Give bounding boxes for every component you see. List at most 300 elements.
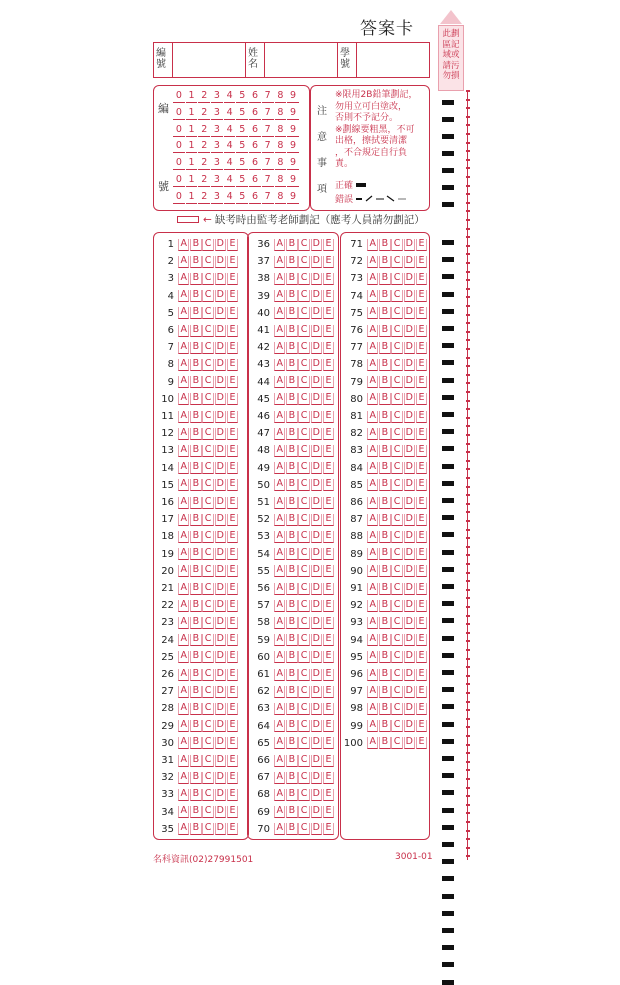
answer-bubble[interactable]: A — [367, 531, 378, 543]
answer-bubble[interactable]: E — [323, 445, 334, 457]
answer-bubble[interactable]: C — [202, 617, 213, 629]
answer-bubble[interactable]: C — [298, 531, 309, 543]
answer-bubble[interactable]: A — [274, 359, 285, 371]
answer-bubble[interactable]: D — [404, 565, 415, 577]
answer-bubble[interactable]: A — [178, 600, 189, 612]
answer-bubble[interactable]: D — [215, 703, 226, 715]
answer-bubble[interactable]: B — [286, 479, 297, 491]
student-id-field[interactable] — [357, 43, 429, 77]
id-digit-bubble[interactable]: 1 — [186, 191, 198, 204]
answer-bubble[interactable]: D — [311, 411, 322, 423]
answer-bubble[interactable]: E — [323, 600, 334, 612]
answer-bubble[interactable]: C — [391, 411, 402, 423]
answer-bubble[interactable]: C — [202, 256, 213, 268]
answer-bubble[interactable]: D — [404, 686, 415, 698]
answer-bubble[interactable]: C — [202, 462, 213, 474]
answer-bubble[interactable]: E — [227, 497, 238, 509]
answer-bubble[interactable]: C — [298, 806, 309, 818]
answer-bubble[interactable]: D — [311, 720, 322, 732]
id-digit-bubble[interactable]: 4 — [224, 174, 236, 187]
answer-bubble[interactable]: C — [202, 497, 213, 509]
answer-bubble[interactable]: A — [178, 445, 189, 457]
answer-bubble[interactable]: E — [323, 755, 334, 767]
answer-bubble[interactable]: C — [202, 669, 213, 681]
answer-bubble[interactable]: E — [416, 548, 427, 560]
answer-bubble[interactable]: E — [416, 376, 427, 388]
answer-bubble[interactable]: A — [274, 428, 285, 440]
answer-bubble[interactable]: E — [323, 617, 334, 629]
answer-bubble[interactable]: B — [286, 497, 297, 509]
answer-bubble[interactable]: B — [379, 411, 390, 423]
id-digit-bubble[interactable]: 6 — [249, 157, 261, 170]
answer-bubble[interactable]: E — [227, 634, 238, 646]
answer-bubble[interactable]: C — [391, 428, 402, 440]
answer-bubble[interactable]: B — [286, 256, 297, 268]
answer-bubble[interactable]: E — [227, 393, 238, 405]
answer-bubble[interactable]: B — [190, 239, 201, 251]
answer-bubble[interactable]: A — [274, 376, 285, 388]
answer-bubble[interactable]: D — [215, 514, 226, 526]
answer-bubble[interactable]: E — [227, 600, 238, 612]
answer-bubble[interactable]: B — [190, 514, 201, 526]
answer-bubble[interactable]: D — [404, 583, 415, 595]
answer-bubble[interactable]: B — [190, 703, 201, 715]
answer-bubble[interactable]: C — [391, 342, 402, 354]
answer-bubble[interactable]: A — [367, 737, 378, 749]
answer-bubble[interactable]: B — [190, 256, 201, 268]
answer-bubble[interactable]: C — [298, 290, 309, 302]
answer-bubble[interactable]: C — [298, 789, 309, 801]
id-digit-bubble[interactable]: 7 — [262, 157, 274, 170]
answer-bubble[interactable]: A — [367, 376, 378, 388]
answer-bubble[interactable]: D — [215, 411, 226, 423]
answer-bubble[interactable]: C — [202, 651, 213, 663]
answer-bubble[interactable]: D — [215, 376, 226, 388]
answer-bubble[interactable]: B — [190, 686, 201, 698]
answer-bubble[interactable]: B — [286, 445, 297, 457]
answer-bubble[interactable]: B — [190, 823, 201, 835]
id-digit-bubble[interactable]: 9 — [287, 191, 299, 204]
answer-bubble[interactable]: D — [215, 290, 226, 302]
answer-bubble[interactable]: C — [298, 479, 309, 491]
answer-bubble[interactable]: D — [311, 325, 322, 337]
answer-bubble[interactable]: C — [202, 720, 213, 732]
answer-bubble[interactable]: D — [311, 479, 322, 491]
answer-bubble[interactable]: D — [215, 256, 226, 268]
answer-bubble[interactable]: D — [215, 565, 226, 577]
id-digit-bubble[interactable]: 5 — [236, 174, 248, 187]
answer-bubble[interactable]: A — [274, 531, 285, 543]
answer-bubble[interactable]: C — [202, 686, 213, 698]
id-digit-bubble[interactable]: 3 — [211, 124, 223, 137]
answer-bubble[interactable]: B — [379, 737, 390, 749]
answer-bubble[interactable]: C — [202, 789, 213, 801]
answer-bubble[interactable]: A — [274, 600, 285, 612]
answer-bubble[interactable]: E — [416, 411, 427, 423]
answer-bubble[interactable]: D — [404, 497, 415, 509]
answer-bubble[interactable]: C — [202, 290, 213, 302]
answer-bubble[interactable]: E — [227, 445, 238, 457]
answer-bubble[interactable]: D — [404, 393, 415, 405]
id-digit-bubble[interactable]: 9 — [287, 174, 299, 187]
answer-bubble[interactable]: D — [311, 617, 322, 629]
answer-bubble[interactable]: A — [274, 669, 285, 681]
answer-bubble[interactable]: A — [274, 273, 285, 285]
answer-bubble[interactable]: B — [379, 445, 390, 457]
answer-bubble[interactable]: C — [298, 376, 309, 388]
answer-bubble[interactable]: C — [202, 411, 213, 423]
answer-bubble[interactable]: E — [416, 359, 427, 371]
answer-bubble[interactable]: A — [367, 634, 378, 646]
answer-bubble[interactable]: D — [311, 342, 322, 354]
answer-bubble[interactable]: D — [311, 669, 322, 681]
answer-bubble[interactable]: B — [379, 686, 390, 698]
answer-bubble[interactable]: B — [379, 514, 390, 526]
answer-bubble[interactable]: E — [227, 411, 238, 423]
answer-bubble[interactable]: A — [367, 497, 378, 509]
answer-bubble[interactable]: B — [190, 772, 201, 784]
answer-bubble[interactable]: A — [178, 806, 189, 818]
answer-bubble[interactable]: A — [274, 565, 285, 577]
answer-bubble[interactable]: C — [298, 755, 309, 767]
answer-bubble[interactable]: A — [178, 239, 189, 251]
answer-bubble[interactable]: C — [391, 737, 402, 749]
answer-bubble[interactable]: C — [298, 548, 309, 560]
id-digit-bubble[interactable]: 9 — [287, 140, 299, 153]
answer-bubble[interactable]: E — [323, 772, 334, 784]
answer-bubble[interactable]: D — [404, 617, 415, 629]
answer-bubble[interactable]: D — [311, 239, 322, 251]
answer-bubble[interactable]: D — [404, 651, 415, 663]
answer-bubble[interactable]: B — [190, 755, 201, 767]
answer-bubble[interactable]: E — [323, 256, 334, 268]
answer-bubble[interactable]: C — [391, 273, 402, 285]
answer-bubble[interactable]: E — [416, 445, 427, 457]
answer-bubble[interactable]: B — [379, 583, 390, 595]
answer-bubble[interactable]: C — [391, 634, 402, 646]
answer-bubble[interactable]: A — [367, 273, 378, 285]
answer-bubble[interactable]: A — [178, 686, 189, 698]
answer-bubble[interactable]: D — [215, 273, 226, 285]
answer-bubble[interactable]: B — [379, 634, 390, 646]
answer-bubble[interactable]: A — [274, 686, 285, 698]
answer-bubble[interactable]: B — [190, 669, 201, 681]
answer-bubble[interactable]: E — [323, 651, 334, 663]
id-digit-bubble[interactable]: 0 — [173, 124, 185, 137]
answer-bubble[interactable]: E — [227, 755, 238, 767]
answer-bubble[interactable]: E — [323, 342, 334, 354]
answer-bubble[interactable]: D — [215, 479, 226, 491]
answer-bubble[interactable]: E — [323, 720, 334, 732]
id-digit-bubble[interactable]: 9 — [287, 107, 299, 120]
answer-bubble[interactable]: E — [416, 428, 427, 440]
answer-bubble[interactable]: E — [323, 565, 334, 577]
answer-bubble[interactable]: C — [202, 273, 213, 285]
answer-bubble[interactable]: D — [404, 445, 415, 457]
id-digit-bubble[interactable]: 3 — [211, 157, 223, 170]
answer-bubble[interactable]: D — [311, 428, 322, 440]
answer-bubble[interactable]: A — [178, 669, 189, 681]
answer-bubble[interactable]: E — [416, 634, 427, 646]
answer-bubble[interactable]: C — [202, 755, 213, 767]
answer-bubble[interactable]: D — [311, 290, 322, 302]
answer-bubble[interactable]: C — [298, 462, 309, 474]
answer-bubble[interactable]: C — [202, 479, 213, 491]
answer-bubble[interactable]: E — [227, 342, 238, 354]
answer-bubble[interactable]: C — [391, 359, 402, 371]
id-digit-bubble[interactable]: 7 — [262, 191, 274, 204]
id-digit-bubble[interactable]: 7 — [262, 140, 274, 153]
answer-bubble[interactable]: E — [416, 462, 427, 474]
answer-bubble[interactable]: E — [416, 686, 427, 698]
answer-bubble[interactable]: E — [227, 531, 238, 543]
answer-bubble[interactable]: E — [227, 514, 238, 526]
id-digit-bubble[interactable]: 3 — [211, 191, 223, 204]
answer-bubble[interactable]: B — [190, 290, 201, 302]
answer-bubble[interactable]: A — [274, 462, 285, 474]
answer-bubble[interactable]: E — [416, 669, 427, 681]
id-digit-bubble[interactable]: 7 — [262, 107, 274, 120]
answer-bubble[interactable]: E — [323, 239, 334, 251]
answer-bubble[interactable]: B — [190, 411, 201, 423]
id-digit-bubble[interactable]: 4 — [224, 124, 236, 137]
answer-bubble[interactable]: A — [274, 806, 285, 818]
answer-bubble[interactable]: A — [367, 600, 378, 612]
answer-bubble[interactable]: E — [416, 393, 427, 405]
answer-bubble[interactable]: A — [274, 307, 285, 319]
answer-bubble[interactable]: C — [202, 359, 213, 371]
answer-bubble[interactable]: B — [286, 359, 297, 371]
answer-bubble[interactable]: B — [286, 669, 297, 681]
answer-bubble[interactable]: C — [202, 239, 213, 251]
answer-bubble[interactable]: E — [323, 462, 334, 474]
answer-bubble[interactable]: C — [391, 600, 402, 612]
answer-bubble[interactable]: E — [227, 617, 238, 629]
answer-bubble[interactable]: B — [190, 428, 201, 440]
answer-bubble[interactable]: C — [202, 565, 213, 577]
answer-bubble[interactable]: E — [323, 806, 334, 818]
answer-bubble[interactable]: B — [379, 548, 390, 560]
answer-bubble[interactable]: E — [323, 514, 334, 526]
answer-bubble[interactable]: C — [391, 669, 402, 681]
id-digit-bubble[interactable]: 5 — [236, 124, 248, 137]
answer-bubble[interactable]: D — [311, 600, 322, 612]
answer-bubble[interactable]: A — [274, 634, 285, 646]
absent-bubble[interactable] — [177, 216, 199, 223]
answer-bubble[interactable]: B — [379, 307, 390, 319]
answer-bubble[interactable]: C — [202, 583, 213, 595]
answer-bubble[interactable]: B — [190, 393, 201, 405]
answer-bubble[interactable]: A — [178, 634, 189, 646]
answer-bubble[interactable]: D — [311, 755, 322, 767]
answer-bubble[interactable]: B — [379, 565, 390, 577]
answer-bubble[interactable]: B — [286, 703, 297, 715]
answer-bubble[interactable]: C — [202, 737, 213, 749]
answer-bubble[interactable]: E — [227, 239, 238, 251]
answer-bubble[interactable]: A — [367, 445, 378, 457]
answer-bubble[interactable]: B — [190, 617, 201, 629]
answer-bubble[interactable]: B — [286, 600, 297, 612]
id-digit-bubble[interactable]: 3 — [211, 140, 223, 153]
answer-bubble[interactable]: B — [286, 514, 297, 526]
answer-bubble[interactable]: D — [215, 755, 226, 767]
answer-bubble[interactable]: E — [323, 428, 334, 440]
answer-bubble[interactable]: B — [379, 256, 390, 268]
answer-bubble[interactable]: D — [311, 737, 322, 749]
answer-bubble[interactable]: C — [202, 325, 213, 337]
answer-bubble[interactable]: C — [391, 720, 402, 732]
answer-bubble[interactable]: C — [202, 531, 213, 543]
answer-bubble[interactable]: E — [227, 806, 238, 818]
answer-bubble[interactable]: B — [190, 548, 201, 560]
id-digit-bubble[interactable]: 1 — [186, 107, 198, 120]
id-digit-bubble[interactable]: 3 — [211, 107, 223, 120]
answer-bubble[interactable]: C — [391, 686, 402, 698]
answer-bubble[interactable]: C — [391, 703, 402, 715]
answer-bubble[interactable]: C — [298, 307, 309, 319]
answer-bubble[interactable]: A — [178, 256, 189, 268]
id-digit-bubble[interactable]: 4 — [224, 90, 236, 103]
answer-bubble[interactable]: A — [178, 720, 189, 732]
answer-bubble[interactable]: E — [323, 497, 334, 509]
answer-bubble[interactable]: B — [190, 737, 201, 749]
answer-bubble[interactable]: C — [298, 256, 309, 268]
answer-bubble[interactable]: D — [311, 634, 322, 646]
id-digit-bubble[interactable]: 0 — [173, 140, 185, 153]
answer-bubble[interactable]: D — [215, 600, 226, 612]
answer-bubble[interactable]: D — [404, 325, 415, 337]
answer-bubble[interactable]: C — [391, 325, 402, 337]
answer-bubble[interactable]: B — [286, 273, 297, 285]
id-digit-bubble[interactable]: 0 — [173, 191, 185, 204]
answer-bubble[interactable]: E — [323, 479, 334, 491]
id-digit-bubble[interactable]: 4 — [224, 107, 236, 120]
answer-bubble[interactable]: C — [298, 686, 309, 698]
answer-bubble[interactable]: B — [379, 273, 390, 285]
answer-bubble[interactable]: C — [202, 703, 213, 715]
answer-bubble[interactable]: E — [323, 531, 334, 543]
answer-bubble[interactable]: B — [379, 531, 390, 543]
answer-bubble[interactable]: A — [178, 290, 189, 302]
answer-bubble[interactable]: C — [202, 445, 213, 457]
answer-bubble[interactable]: D — [404, 462, 415, 474]
answer-bubble[interactable]: C — [202, 806, 213, 818]
answer-bubble[interactable]: B — [190, 342, 201, 354]
answer-bubble[interactable]: E — [227, 720, 238, 732]
answer-bubble[interactable]: C — [391, 239, 402, 251]
answer-bubble[interactable]: E — [323, 273, 334, 285]
answer-bubble[interactable]: A — [367, 307, 378, 319]
answer-bubble[interactable]: A — [178, 583, 189, 595]
name-field[interactable] — [265, 43, 338, 77]
answer-bubble[interactable]: E — [227, 772, 238, 784]
answer-bubble[interactable]: B — [190, 479, 201, 491]
answer-bubble[interactable]: B — [286, 583, 297, 595]
answer-bubble[interactable]: C — [298, 342, 309, 354]
answer-bubble[interactable]: C — [298, 669, 309, 681]
answer-bubble[interactable]: D — [404, 737, 415, 749]
answer-bubble[interactable]: A — [178, 617, 189, 629]
answer-bubble[interactable]: B — [379, 462, 390, 474]
answer-bubble[interactable]: D — [311, 462, 322, 474]
id-digit-bubble[interactable]: 2 — [198, 191, 210, 204]
answer-bubble[interactable]: E — [227, 359, 238, 371]
answer-bubble[interactable]: C — [298, 497, 309, 509]
id-digit-bubble[interactable]: 2 — [198, 140, 210, 153]
answer-bubble[interactable]: E — [323, 290, 334, 302]
answer-bubble[interactable]: C — [391, 548, 402, 560]
answer-bubble[interactable]: A — [367, 651, 378, 663]
answer-bubble[interactable]: D — [311, 497, 322, 509]
answer-bubble[interactable]: C — [202, 393, 213, 405]
answer-bubble[interactable]: C — [298, 565, 309, 577]
answer-bubble[interactable]: C — [202, 772, 213, 784]
answer-bubble[interactable]: A — [274, 651, 285, 663]
answer-bubble[interactable]: C — [298, 737, 309, 749]
id-digit-bubble[interactable]: 6 — [249, 124, 261, 137]
answer-bubble[interactable]: D — [215, 548, 226, 560]
answer-bubble[interactable]: B — [379, 393, 390, 405]
id-digit-bubble[interactable]: 0 — [173, 174, 185, 187]
answer-bubble[interactable]: D — [404, 548, 415, 560]
answer-bubble[interactable]: A — [367, 359, 378, 371]
answer-bubble[interactable]: E — [227, 737, 238, 749]
answer-bubble[interactable]: A — [178, 497, 189, 509]
answer-bubble[interactable]: E — [323, 789, 334, 801]
answer-bubble[interactable]: E — [416, 617, 427, 629]
answer-bubble[interactable]: C — [298, 325, 309, 337]
answer-bubble[interactable]: C — [202, 428, 213, 440]
answer-bubble[interactable]: B — [379, 617, 390, 629]
answer-bubble[interactable]: A — [367, 462, 378, 474]
answer-bubble[interactable]: A — [274, 256, 285, 268]
answer-bubble[interactable]: A — [367, 239, 378, 251]
answer-bubble[interactable]: B — [286, 462, 297, 474]
answer-bubble[interactable]: D — [404, 290, 415, 302]
answer-bubble[interactable]: E — [323, 686, 334, 698]
id-digit-bubble[interactable]: 8 — [275, 107, 287, 120]
id-digit-bubble[interactable]: 1 — [186, 174, 198, 187]
answer-bubble[interactable]: B — [190, 497, 201, 509]
answer-bubble[interactable]: D — [404, 376, 415, 388]
answer-bubble[interactable]: B — [190, 720, 201, 732]
id-digit-bubble[interactable]: 9 — [287, 90, 299, 103]
answer-bubble[interactable]: E — [227, 376, 238, 388]
answer-bubble[interactable]: A — [274, 325, 285, 337]
answer-bubble[interactable]: B — [286, 393, 297, 405]
answer-bubble[interactable]: C — [298, 445, 309, 457]
answer-bubble[interactable]: D — [311, 806, 322, 818]
answer-bubble[interactable]: A — [367, 548, 378, 560]
answer-bubble[interactable]: B — [286, 325, 297, 337]
answer-bubble[interactable]: D — [404, 720, 415, 732]
answer-bubble[interactable]: A — [274, 290, 285, 302]
answer-bubble[interactable]: A — [367, 669, 378, 681]
answer-bubble[interactable]: A — [367, 393, 378, 405]
answer-bubble[interactable]: D — [404, 307, 415, 319]
answer-bubble[interactable]: B — [190, 565, 201, 577]
answer-bubble[interactable]: C — [298, 359, 309, 371]
answer-bubble[interactable]: C — [298, 720, 309, 732]
answer-bubble[interactable]: D — [215, 531, 226, 543]
answer-bubble[interactable]: E — [416, 479, 427, 491]
answer-bubble[interactable]: B — [286, 342, 297, 354]
answer-bubble[interactable]: E — [227, 325, 238, 337]
answer-bubble[interactable]: B — [190, 806, 201, 818]
answer-bubble[interactable]: E — [323, 411, 334, 423]
id-digit-bubble[interactable]: 9 — [287, 124, 299, 137]
answer-bubble[interactable]: D — [311, 359, 322, 371]
